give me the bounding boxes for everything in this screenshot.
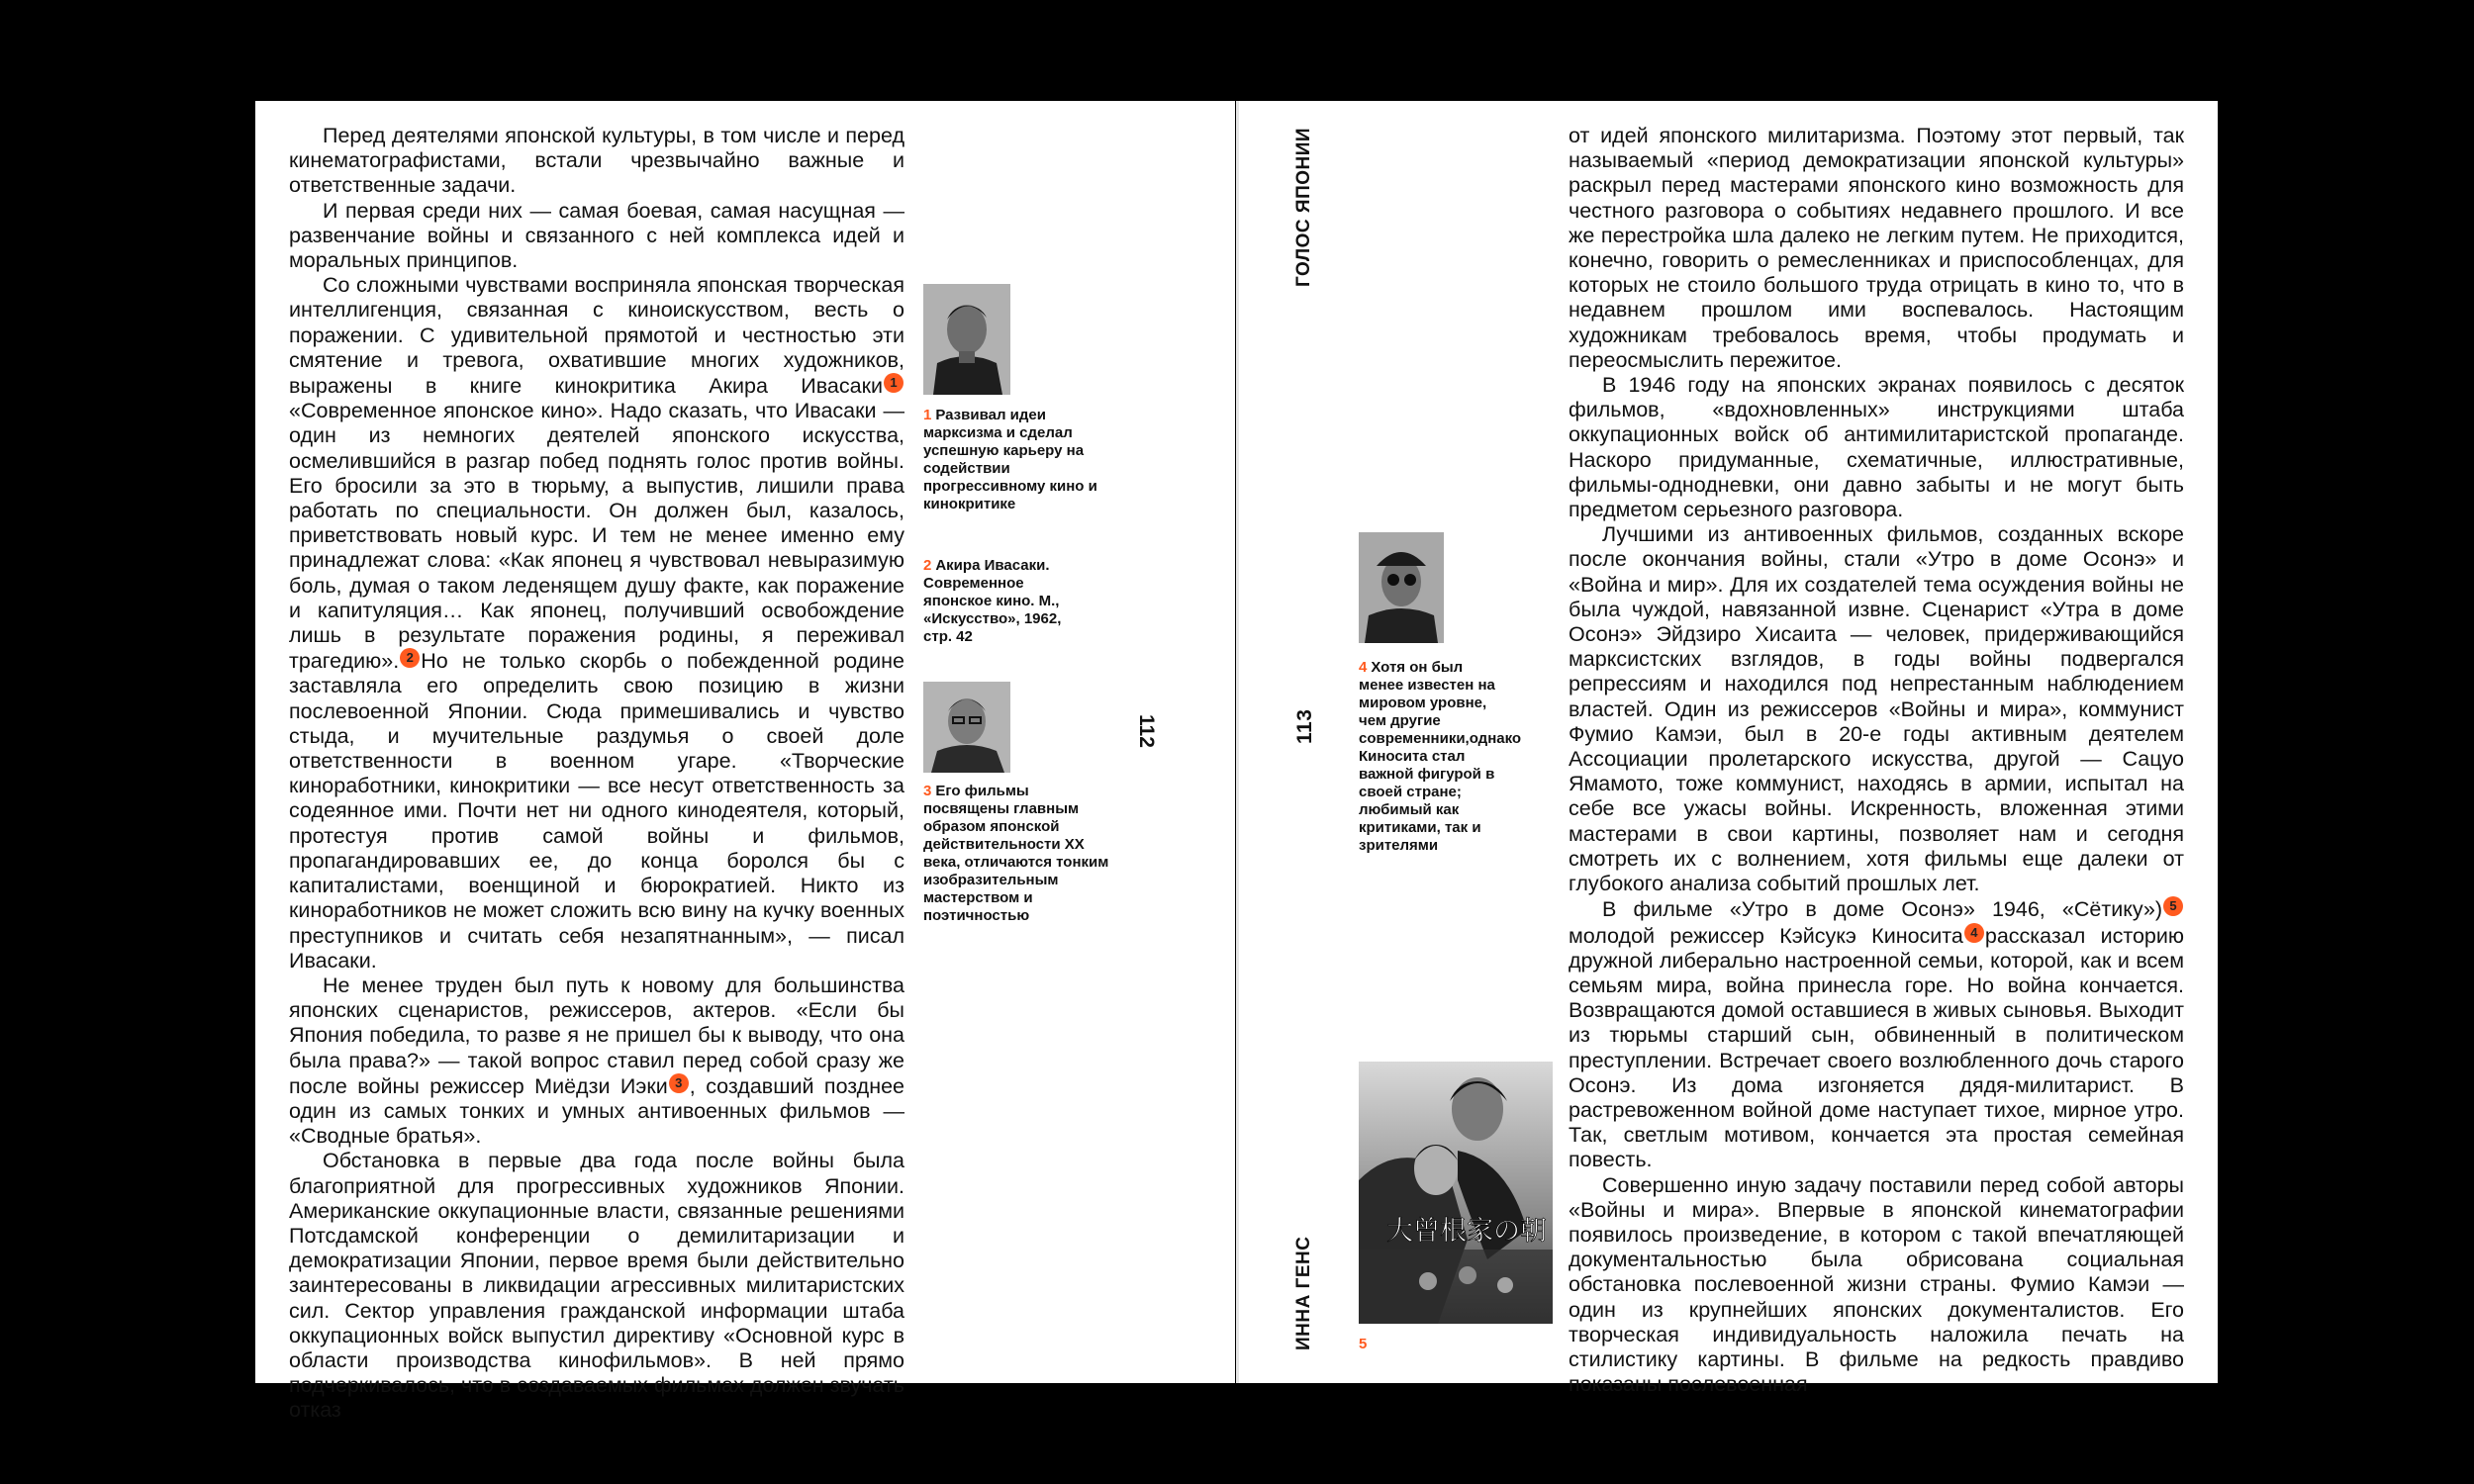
- side-note-2: 2 Акира Ивасаки. Современное японское кино. М., «Искусство», 1962, стр. 42: [923, 557, 1062, 645]
- paragraph: Обстановка в первые два года после войны была благоприятной для прогрессивных художников Японии. Американские оккупационные власти, связанные решениями Потсдамской конференции о демилитаризации и демократизации Японии, первое время были действительно заинтересованы в ликвидации агрессивных милитаристских сил. Сектор управления гражданской информации штаба оккупационных войск выпустил директиву «Основной курс в области производства кинофильмов». В ней прямо подчеркивалось, что в создаваемых фильмах должен звучать отказ: [289, 1149, 904, 1423]
- page-number-right: 113: [1293, 708, 1316, 744]
- footnote-marker-1[interactable]: 1: [884, 373, 904, 393]
- paragraph: Перед деятелями японской культуры, в том числе и перед кинематографистами, встали чрезвычайно важные и ответственные задачи.: [289, 124, 904, 198]
- film-poster: [1359, 1062, 1553, 1324]
- side-note-1: 1 Развивал идеи марксизма и сделал успешную карьеру на содействии прогрессивному кино и кинокритике: [923, 407, 1097, 512]
- paragraph: В 1946 году на японских экранах появилось с десяток фильмов, «вдохновленных» инструкциями штаба оккупационных войск об антимилитаристской пропаганде. Наскоро придуманные, схематичные, иллюстративные, фильмы-однодневки, они давно забыты и не могут быть предметом серьезного разговора.: [1569, 373, 2184, 522]
- author-name: ИННА ГЕНС: [1293, 1236, 1314, 1350]
- side-note-4: 4 Хотя он был менее известен на мировом уровне, чем другие современники,однако Киносита стал важной фигурой в своей стране; любимый как критиками, так и зрителями: [1359, 659, 1522, 854]
- footnote-marker-2[interactable]: 2: [400, 648, 420, 668]
- paragraph: Совершенно иную задачу поставили перед собой авторы «Войны и мира». Впервые в японской кинематографии появилось произведение, в котором с такой впечатляющей документальностью была обрисована социальная обстановка послевоенной жизни страны. Фумио Камэи — один из крупнейших японских документалистов. Его творческая индивидуальность наложила печать на стилистику картины. В фильме на редкость правдиво показаны послевоенная: [1569, 1172, 2184, 1397]
- running-title: ГОЛОС ЯПОНИИ: [1293, 127, 1314, 287]
- footnote-marker-3[interactable]: 3: [669, 1073, 689, 1093]
- left-main-text: [289, 124, 904, 1424]
- paragraph: Лучшими из антивоенных фильмов, созданных вскоре после окончания войны, стали «Утро в доме Осонэ» и «Война и мир». Для их создателей тема осуждения войны не была чуждой, навязанной извне. Сценарист «Утра в доме Осонэ» Эйдзиро Хисаита — человек, придерживающийся марксистских взглядов, в годы войны подвергался репрессиям и находился под непрестанным наблюдением властей. Один из режиссеров «Войны и мира», коммунист Фумио Камэи, был в 20-е годы активным деятелем Ассоциации пролетарского искусства, другой — Сацуо Ямамото, тоже коммунист, находясь в армии, испытал на себе все ужасы войны. Искренность, вложенная этими мастерами в свои картины, позволяет нам и сегодня смотреть их с волнением, хотя фильмы еще далеки от глубокого анализа событий прошлых лет.: [1569, 522, 2184, 896]
- portrait-photo-1: [923, 284, 1010, 395]
- portrait-photo-3: [923, 682, 1010, 773]
- book-gutter: [1236, 101, 1239, 1383]
- footnote-marker-4[interactable]: 4: [1964, 923, 1984, 943]
- poster-title: 大曾根家の朝: [1386, 1216, 1547, 1247]
- right-main-text: [1569, 124, 2184, 1397]
- side-note-5: 5: [1359, 1336, 1368, 1352]
- paragraph: Со сложными чувствами восприняла японская творческая интеллигенция, связанная с киноискусством, весть о поражении. С удивительной прямотой и честностью эти смятение и тревога, охватившие многих художников, выражены в книге кинокритика Акира Ивасаки 1«Современное японское кино». Надо сказать, что Ивасаки — один из немногих деятелей японского искусства, осмелившийся в разгар побед поднять голос против войны. Его бросили за это в тюрьму, а выпустив, лишили права работать по специальности. Он должен был, казалось, приветствовать новый курс. И тем не менее именно ему принадлежат слова: «Как японец я чувствовал невыразимую боль, думая о таком леденящем душу факте, как поражение и капитуляция… Как японец, получивший освобождение лишь в результате поражения родины, я переживал трагедию». 2 Но не только скорбь о побежденной родине заставляла его определить свою позицию в жизни послевоенной Японии. Сюда примешивались и чувство стыда, и мучительные раздумья о своей доле ответственности в военном угаре. «Творческие киноработники, кинокритики — все несут ответственность за содеянное ими. Почти нет ни одного кинодеятеля, который, протестуя против самой войны и фильмов, пропагандировавших ее, до конца боролся бы с капиталистами, военщиной и бюрократией. Никто из киноработников не может сложить всю вину на кучку военных преступников и считать себя незапятнанным», — писал Ивасаки.: [289, 273, 904, 973]
- paragraph: Не менее труден был путь к новому для большинства японских сценаристов, режиссеров, актеров. «Если бы Япония победила, то разве я не пришел бы к выводу, что она была права?» — такой вопрос ставил перед собой сразу же после войны режиссер Миёдзи Иэки 3 , создавший позднее один из самых тонких и умных антивоенных фильмов — «Сводные братья».: [289, 973, 905, 1149]
- page-number-left: 112: [1135, 714, 1158, 748]
- paragraph: В фильме «Утро в доме Осонэ» 1946, «Сётику») 5молодой режиссер Кэйсукэ Киносита 4 рассказал историю дружной либерально настроенной семьи, которой, как и всем семьям мира, война принесла горе. Но война кончается. Возвращаются домой оставшиеся в живых сыновья. Выходит из тюрьмы старший сын, обвиненный в политическом преступлении. Встречает своего возлюбленного дочь старого Осонэ. Из дома изгоняется дядя-милитарист. В растревоженном войной доме наступает тихое, мирное утро. Так, светлым мотивом, кончается эта простая семейная повесть.: [1569, 897, 2184, 1172]
- footnote-marker-5[interactable]: 5: [2163, 896, 2183, 916]
- paragraph: И первая среди них — самая боевая, самая насущная — развенчание войны и связанного с ней комплекса идей и моральных принципов.: [289, 198, 904, 273]
- portrait-photo-4: [1359, 532, 1444, 643]
- paragraph: от идей японского милитаризма. Поэтому этот первый, так называемый «период демократизации японской культуры» раскрыл перед мастерами японского кино возможность для честного разговора о событиях недавнего прошлого. И все же перестройка шла далеко не легким путем. Не приходится, конечно, говорить о ремесленниках и приспособленцах, для которых не стоило большого труда отрицать в кино то, что в недавнем прошлом ими воспевалось. Настоящим художникам требовалось время, чтобы продумать и переосмыслить пережитое.: [1569, 124, 2184, 372]
- side-note-3: 3 Его фильмы посвящены главным образом японской действительности XX века, отличаются тонким изобразительным мастерством и поэтичностью: [923, 783, 1109, 924]
